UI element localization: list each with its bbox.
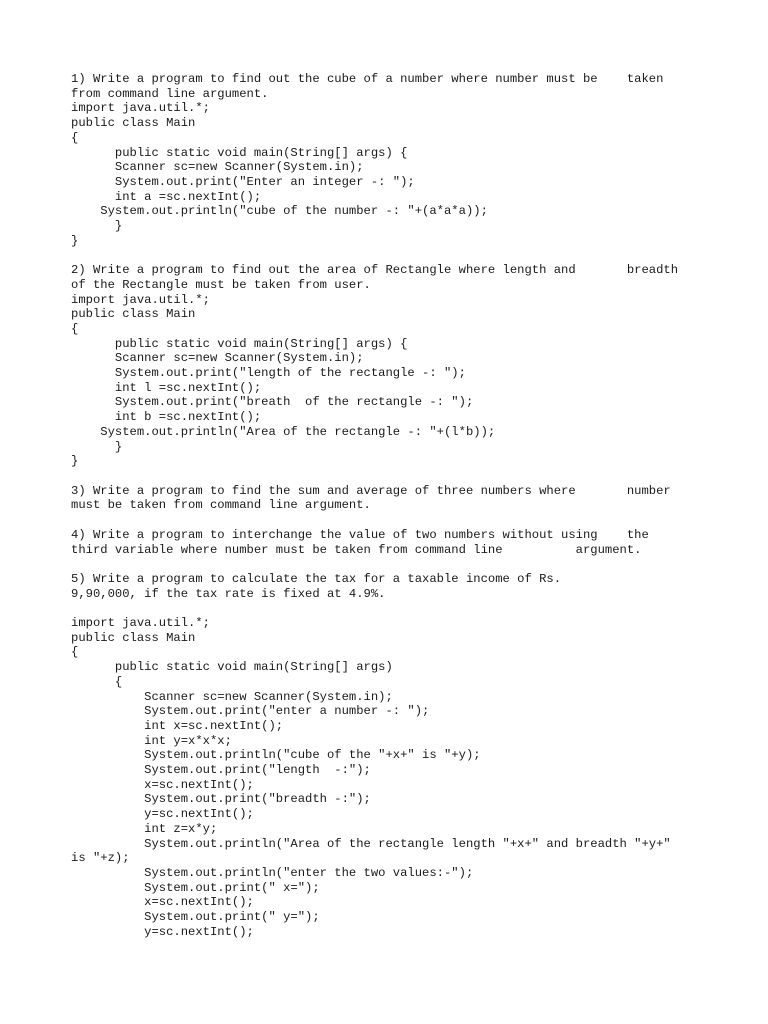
document-line: int l =sc.nextInt(); bbox=[71, 380, 262, 395]
document-line: public class Main bbox=[71, 630, 196, 645]
document-line: 5) Write a program to calculate the tax for a taxable income of Rs. bbox=[71, 571, 562, 586]
document-line: System.out.println("Area of the rectangle -: "+(l*b)); bbox=[71, 424, 496, 439]
document-line bbox=[71, 248, 678, 263]
document-line: } bbox=[71, 233, 79, 248]
document-line: } bbox=[71, 439, 123, 454]
document-line: int x=sc.nextInt(); bbox=[71, 718, 284, 733]
document-line: must be taken from command line argument. bbox=[71, 498, 371, 513]
document-line: y=sc.nextInt(); bbox=[71, 807, 254, 822]
document-line: } bbox=[71, 219, 123, 234]
document-line: System.out.print("breath of the rectangle -: "); bbox=[71, 395, 474, 410]
document-line: System.out.print("length -:"); bbox=[71, 763, 371, 778]
document-line: int a =sc.nextInt(); bbox=[71, 189, 262, 204]
document-line: of the Rectangle must be taken from user. bbox=[71, 277, 371, 292]
document-line: System.out.println("enter the two values:-"); bbox=[71, 865, 474, 880]
document-line: 9,90,000, if the tax rate is fixed at 4.9%. bbox=[71, 586, 386, 601]
document-line: 3) Write a program to find the sum and average of three numbers where number bbox=[71, 483, 671, 498]
document-line: public static void main(String[] args) bbox=[71, 660, 393, 675]
document-line: 1) Write a program to find out the cube of a number where number must be taken bbox=[71, 72, 664, 86]
document-line: import java.util.*; bbox=[71, 292, 210, 307]
document-line: public static void main(String[] args) { bbox=[71, 145, 408, 160]
document-line: { bbox=[71, 321, 79, 336]
document-text bbox=[71, 72, 678, 939]
document-line bbox=[71, 601, 678, 616]
document-line: third variable where number must be taken from command line argument. bbox=[71, 542, 642, 557]
document-line: import java.util.*; bbox=[71, 101, 210, 116]
document-line: System.out.print("breadth -:"); bbox=[71, 792, 371, 807]
document-line: System.out.print(" x="); bbox=[71, 880, 320, 895]
document-line: System.out.print("enter a number -: "); bbox=[71, 704, 430, 719]
document-line: { bbox=[71, 130, 79, 145]
document-line: from command line argument. bbox=[71, 86, 269, 101]
document-line: import java.util.*; bbox=[71, 616, 210, 631]
document-line: 2) Write a program to find out the area of Rectangle where length and breadth bbox=[71, 263, 679, 278]
document-line: System.out.print("length of the rectangle -: "); bbox=[71, 366, 466, 381]
document-line: public class Main bbox=[71, 116, 196, 131]
document-line: x=sc.nextInt(); bbox=[71, 777, 254, 792]
document-line: public static void main(String[] args) { bbox=[71, 336, 408, 351]
document-line bbox=[71, 513, 678, 528]
document-line: Scanner sc=new Scanner(System.in); bbox=[71, 351, 364, 366]
document-line: } bbox=[71, 454, 79, 469]
document-line: y=sc.nextInt(); bbox=[71, 924, 254, 939]
document-line: public class Main bbox=[71, 307, 196, 322]
document-line: System.out.print(" y="); bbox=[71, 910, 320, 925]
document-line: int b =sc.nextInt(); bbox=[71, 410, 262, 425]
document-line: System.out.println("Area of the rectangle length "+x+" and breadth "+y+" bbox=[71, 836, 671, 851]
document-line: int y=x*x*x; bbox=[71, 733, 232, 748]
document-line: { bbox=[71, 645, 79, 660]
document-line: is "+z); bbox=[71, 851, 130, 866]
document-line: 4) Write a program to interchange the value of two numbers without using the bbox=[71, 527, 649, 542]
document-line bbox=[71, 557, 678, 572]
document-line: System.out.println("cube of the number -: "+(a*a*a)); bbox=[71, 204, 488, 219]
document-line: System.out.print("Enter an integer -: "); bbox=[71, 174, 415, 189]
document-line: { bbox=[71, 674, 123, 689]
document-line: System.out.println("cube of the "+x+" is "+y); bbox=[71, 748, 481, 763]
document-line: Scanner sc=new Scanner(System.in); bbox=[71, 160, 364, 175]
document-line: Scanner sc=new Scanner(System.in); bbox=[71, 689, 393, 704]
document-line bbox=[71, 469, 678, 484]
document-line: int z=x*y; bbox=[71, 821, 218, 836]
document-line: x=sc.nextInt(); bbox=[71, 895, 254, 910]
